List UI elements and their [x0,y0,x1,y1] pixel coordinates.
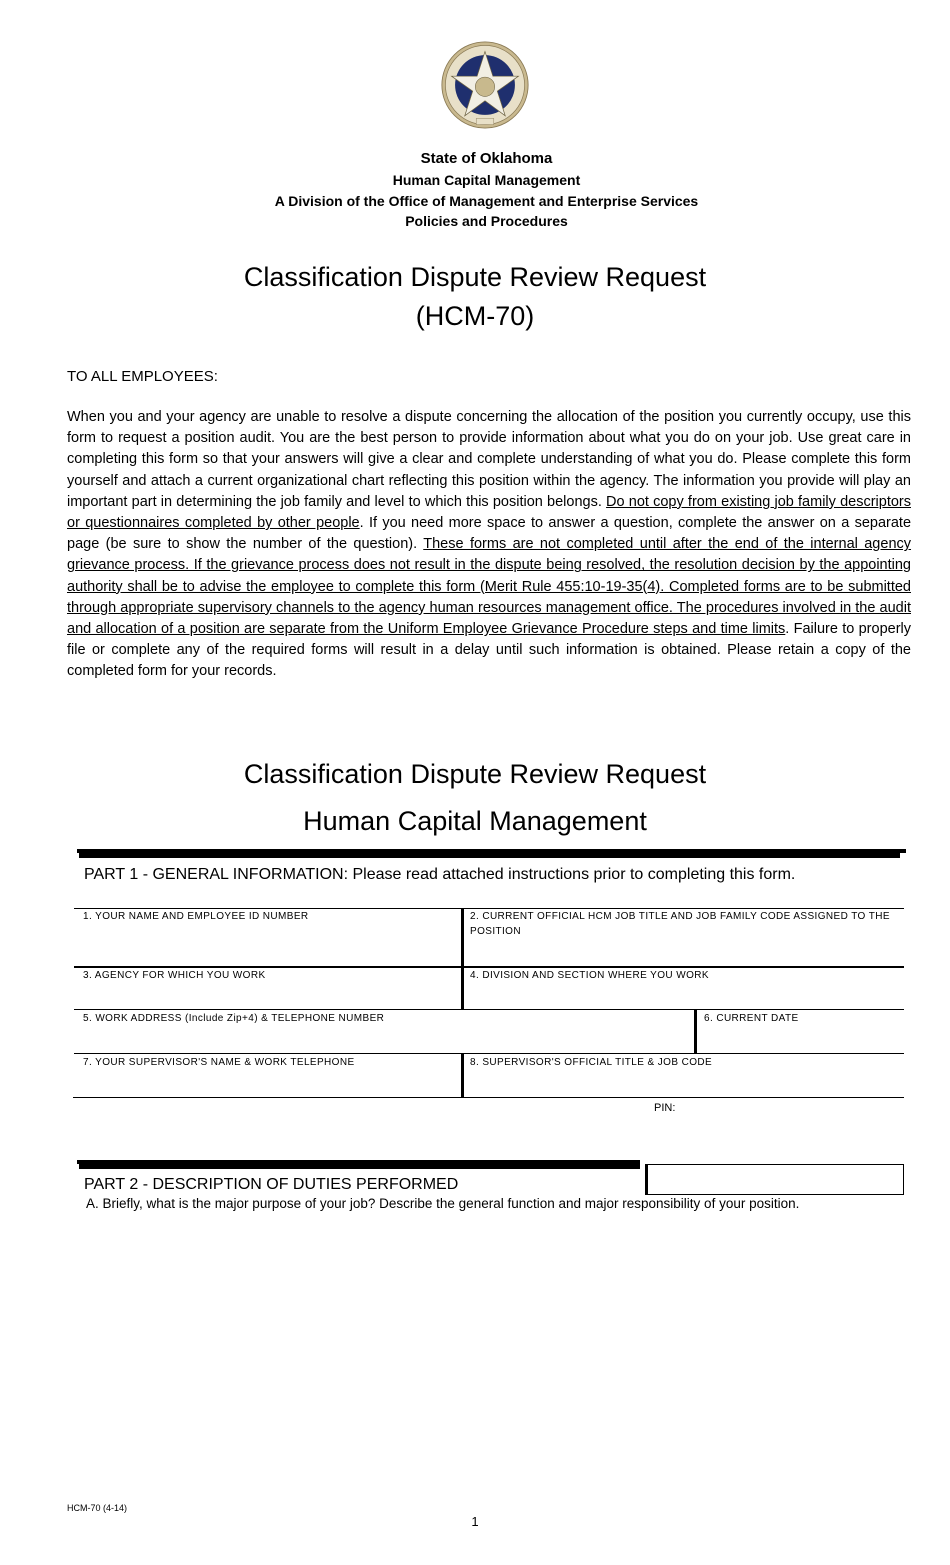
instructions-paragraph: When you and your agency are unable to resolve a dispute concerning the allocation of the position you currently occupy, use this form to request a position audit. You are the best person to provide information about what you do on your job. Use great care in completing this form so that your answers will give a clear and complete understanding of what you do. Please complete this form yourself and attach a current organizational chart reflecting this position within the agency. The information you provide will play an important part in determining the job family and level to which this position belongs. Do not copy from existing job family descriptors or questionnaires completed by other people. If you need more space to answer a question, complete the answer on a separate page (be sure to show the number of the question). These forms are not completed until after the end of the internal agency grievance process. If the grievance process does not result in the dispute being resolved, the resolution decision by the appointing authority shall be to advise the employee to complete this form (Merit Rule 455:10-19-35(4). Completed forms are to be submitted through appropriate supervisory channels to the agency human resources management office. The procedures involved in the audit and allocation of a position are separate from the Uniform Employee Grievance Procedure steps and time limits. Failure to properly file or complete any of the required forms will result in a delay until such information is obtained. Please retain a copy of the completed form for your records. [67,409,912,680]
field-job-title-code[interactable]: 2. CURRENT OFFICIAL HCM JOB TITLE AND JOB FAMILY CODE ASSIGNED TO THE POSITION [470,911,890,937]
form-revision-code: HCM-70 (4-14) [67,1503,128,1513]
field-work-address-phone[interactable]: 5. WORK ADDRESS (Include Zip+4) & TELEPHONE NUMBER [83,1013,385,1024]
form-title: Classification Dispute Review Request [243,759,707,789]
pin-label: PIN: [654,1102,676,1114]
field-supervisor-title-code[interactable]: 8. SUPERVISOR'S OFFICIAL TITLE & JOB CODE [470,1057,713,1068]
part1-top-rule-shadow [79,853,900,858]
part2-top-rule-shadow [79,1164,640,1169]
field-supervisor-name-phone[interactable]: 7. YOUR SUPERVISOR'S NAME & WORK TELEPHONE [83,1057,355,1068]
part1-heading: PART 1 - GENERAL INFORMATION: Please read attached instructions prior to completing this form. [84,866,796,883]
part2-pin-box[interactable] [645,1164,904,1195]
header-division: A Division of the Office of Management and Enterprise Services [274,193,699,209]
header-state: State of Oklahoma [420,150,553,167]
header-section: Policies and Procedures [405,213,568,229]
underlined-instruction-1: Do not copy from existing job family descriptors or questionnaires completed by other people [67,493,911,532]
header-agency: Human Capital Management [392,172,581,188]
field-agency[interactable]: 3. AGENCY FOR WHICH YOU WORK [83,970,266,981]
field-current-date[interactable]: 6. CURRENT DATE [704,1013,799,1024]
field-division-section[interactable]: 4. DIVISION AND SECTION WHERE YOU WORK [470,970,709,981]
col-divider-1 [461,908,464,1009]
underlined-instruction-2: These forms are not completed until after the end of the internal agency grievance process. If the grievance process does not result in the dispute being resolved, the resolution decision by the appointing authority shall be to advise the employee to complete this form (Merit Rule 455:10-19-35(4). Completed forms are to be submitted through appropriate supervisory channels to the agency human resources management office. The procedures involved in the audit and allocation of a position are separate from the Uniform Employee Grievance Procedure steps and time limits [67,536,912,638]
salutation: TO ALL EMPLOYEES: [67,368,218,385]
form-subtitle: Human Capital Management [303,806,647,836]
col-divider-2 [694,1009,697,1053]
page-number: 1 [471,1514,479,1529]
field-employee-name-id[interactable]: 1. YOUR NAME AND EMPLOYEE ID NUMBER [83,911,309,922]
document-form-code-title: (HCM-70) [415,301,535,331]
document-title: Classification Dispute Review Request [243,262,707,292]
row-line-5 [73,1097,904,1098]
state-seal-logo [441,41,529,129]
part2-heading: PART 2 - DESCRIPTION OF DUTIES PERFORMED [84,1176,459,1193]
question-a: A. Briefly, what is the major purpose of your job? Describe the general function and major responsibility of your position. [86,1196,800,1211]
row-line-4 [74,1053,904,1054]
row-line-3 [74,1009,904,1010]
col-divider-3 [461,1053,464,1097]
